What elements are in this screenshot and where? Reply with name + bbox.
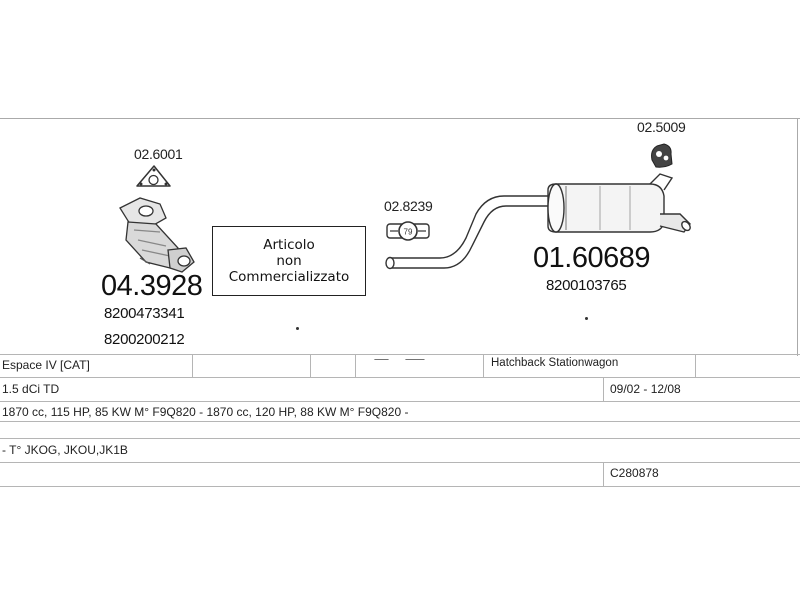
catalyst-oem-2: 8200200212 bbox=[104, 331, 185, 348]
table-cell-type-codes: - T° JKOG, JKOU,JK1B bbox=[2, 443, 128, 457]
notice-line-1: Articolo bbox=[263, 237, 315, 253]
table-cell-ref-code: C280878 bbox=[610, 466, 659, 480]
table-line bbox=[0, 438, 800, 439]
catalytic-converter-icon bbox=[120, 198, 194, 272]
rubber-mount-code: 02.5009 bbox=[637, 119, 686, 135]
clamp-code: 02.8239 bbox=[384, 198, 433, 214]
table-line bbox=[0, 377, 800, 378]
table-divider bbox=[483, 354, 484, 377]
gasket-code: 02.6001 bbox=[134, 146, 183, 162]
table-line bbox=[0, 462, 800, 463]
svg-text:79: 79 bbox=[403, 227, 413, 237]
table-line bbox=[0, 401, 800, 402]
catalyst-code: 04.3928 bbox=[101, 270, 203, 302]
gasket-icon bbox=[137, 166, 170, 186]
table-cell-date-range: 09/02 - 12/08 bbox=[610, 382, 681, 396]
table-divider bbox=[603, 377, 604, 401]
marker-dot bbox=[296, 327, 299, 330]
table-cell-specs: 1870 cc, 115 HP, 85 KW M° F9Q820 - 1870 cc, 120 HP, 88 KW M° F9Q820 - bbox=[2, 405, 409, 419]
marker-dot bbox=[585, 317, 588, 320]
notice-line-2: non bbox=[276, 253, 302, 269]
table-line bbox=[0, 421, 800, 422]
clamp-icon bbox=[387, 222, 429, 240]
table-line bbox=[0, 486, 800, 487]
rear-muffler-code: 01.60689 bbox=[533, 242, 650, 274]
table-divider bbox=[355, 354, 356, 377]
table-divider bbox=[310, 354, 311, 377]
notice-line-3: Commercializzato bbox=[228, 269, 350, 285]
catalyst-oem-1: 8200473341 bbox=[104, 305, 185, 322]
not-available-notice bbox=[212, 226, 366, 296]
table-line bbox=[0, 354, 800, 355]
rubber-mount-icon bbox=[652, 144, 672, 167]
table-cell-engine: 1.5 dCi TD bbox=[2, 382, 60, 396]
table-divider bbox=[695, 354, 696, 377]
table-cell-model: Espace IV [CAT] bbox=[2, 358, 90, 372]
table-divider bbox=[603, 462, 604, 486]
rear-muffler-oem: 8200103765 bbox=[546, 277, 627, 294]
table-cell-body-types: Hatchback Stationwagon bbox=[491, 357, 619, 369]
table-divider bbox=[192, 354, 193, 377]
